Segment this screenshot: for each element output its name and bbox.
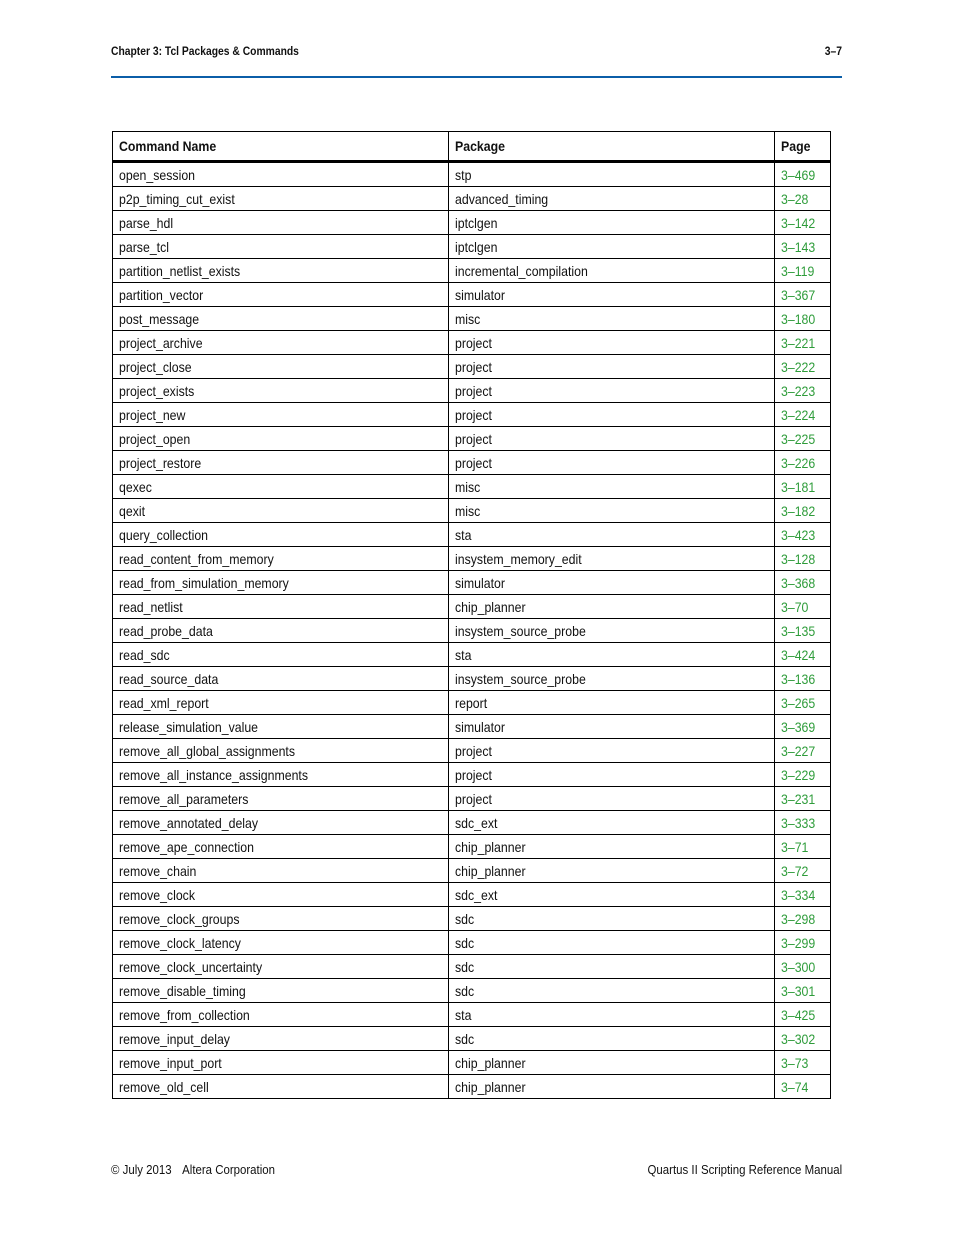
package-cell: iptclgen [449,235,775,259]
table-row [113,331,831,355]
table-row [113,931,831,955]
package-cell: sdc [449,979,775,1003]
package-cell: project [449,787,775,811]
command-name-cell: read_sdc [113,643,449,667]
page-link[interactable]: 3–369 [775,715,831,739]
package-cell: project [449,451,775,475]
package-cell: project [449,739,775,763]
page-number: 3–7 [824,44,842,58]
page-link[interactable]: 3–142 [775,211,831,235]
page-link[interactable]: 3–72 [775,859,831,883]
table-row [113,643,831,667]
table-row [113,739,831,763]
table-row [113,979,831,1003]
table-row [113,595,831,619]
command-name-cell: remove_clock_latency [113,931,449,955]
package-cell: project [449,331,775,355]
table-row [113,475,831,499]
table-row [113,547,831,571]
command-name-cell: read_content_from_memory [113,547,449,571]
table-row [113,859,831,883]
page-link[interactable]: 3–334 [775,883,831,907]
table-body [113,162,831,1099]
table-row [113,811,831,835]
table-row [113,955,831,979]
table-row [113,162,831,187]
package-cell: sta [449,643,775,667]
command-name-cell: open_session [113,162,449,187]
command-name-cell: remove_ape_connection [113,835,449,859]
table-row [113,259,831,283]
command-name-cell: project_close [113,355,449,379]
command-name-cell: read_from_simulation_memory [113,571,449,595]
package-cell: advanced_timing [449,187,775,211]
page-link[interactable]: 3–182 [775,499,831,523]
table-row [113,907,831,931]
command-name-cell: read_netlist [113,595,449,619]
page-link[interactable]: 3–265 [775,691,831,715]
package-cell: sdc [449,955,775,979]
package-cell: sta [449,1003,775,1027]
table-row [113,211,831,235]
page-link[interactable]: 3–225 [775,427,831,451]
page-link[interactable]: 3–128 [775,547,831,571]
table-row [113,667,831,691]
package-cell: project [449,427,775,451]
table-row [113,1075,831,1099]
package-cell: insystem_source_probe [449,667,775,691]
table-row [113,283,831,307]
table-row [113,403,831,427]
header-rule [111,76,842,78]
package-cell: chip_planner [449,1051,775,1075]
command-name-cell: parse_tcl [113,235,449,259]
page-link[interactable]: 3–425 [775,1003,831,1027]
package-cell: chip_planner [449,835,775,859]
package-cell: iptclgen [449,211,775,235]
command-table [112,131,831,1099]
package-cell: project [449,763,775,787]
command-name-cell: remove_input_delay [113,1027,449,1051]
page-link[interactable]: 3–181 [775,475,831,499]
page-link[interactable]: 3–143 [775,235,831,259]
table-row [113,1027,831,1051]
command-name-cell: partition_vector [113,283,449,307]
page-footer [111,1160,842,1180]
table-row [113,787,831,811]
table-row [113,187,831,211]
package-cell: simulator [449,715,775,739]
page-link[interactable]: 3–119 [775,259,831,283]
table-row [113,451,831,475]
page-link[interactable]: 3–229 [775,763,831,787]
table-row [113,1003,831,1027]
command-name-cell: query_collection [113,523,449,547]
package-cell: stp [449,162,775,187]
page-link[interactable]: 3–299 [775,931,831,955]
page-link[interactable]: 3–469 [775,162,831,187]
table-header-row [113,132,831,162]
package-cell: misc [449,499,775,523]
package-cell: insystem_memory_edit [449,547,775,571]
page-link[interactable]: 3–226 [775,451,831,475]
package-cell: chip_planner [449,859,775,883]
package-cell: sta [449,523,775,547]
command-name-cell: remove_all_instance_assignments [113,763,449,787]
table-row [113,571,831,595]
table-row [113,235,831,259]
command-name-cell: remove_input_port [113,1051,449,1075]
package-cell: sdc [449,931,775,955]
package-cell: project [449,355,775,379]
page-link[interactable]: 3–71 [775,835,831,859]
command-name-cell: remove_all_global_assignments [113,739,449,763]
package-cell: project [449,379,775,403]
page-link[interactable]: 3–300 [775,955,831,979]
command-name-cell: remove_clock_uncertainty [113,955,449,979]
table-row [113,715,831,739]
table-row [113,691,831,715]
command-name-cell: project_open [113,427,449,451]
page-link[interactable]: 3–180 [775,307,831,331]
command-name-cell: read_probe_data [113,619,449,643]
package-cell: chip_planner [449,1075,775,1099]
package-cell: incremental_compilation [449,259,775,283]
column-header-page: Page [775,132,831,162]
command-name-cell: project_exists [113,379,449,403]
table-row [113,379,831,403]
table-row [113,355,831,379]
command-name-cell: release_simulation_value [113,715,449,739]
page-link[interactable]: 3–74 [775,1075,831,1099]
package-cell: sdc_ext [449,883,775,907]
table-row [113,427,831,451]
table-row [113,619,831,643]
command-name-cell: remove_chain [113,859,449,883]
page-link[interactable]: 3–28 [775,187,831,211]
package-cell: insystem_source_probe [449,619,775,643]
page-header [111,40,842,62]
page-link[interactable]: 3–136 [775,667,831,691]
page-link[interactable]: 3–333 [775,811,831,835]
command-name-cell: remove_all_parameters [113,787,449,811]
page-link[interactable]: 3–73 [775,1051,831,1075]
package-cell: project [449,403,775,427]
page-link[interactable]: 3–367 [775,283,831,307]
page-link[interactable]: 3–227 [775,739,831,763]
page-link[interactable]: 3–301 [775,979,831,1003]
package-cell: sdc [449,907,775,931]
table-row [113,523,831,547]
command-name-cell: remove_from_collection [113,1003,449,1027]
table-row [113,307,831,331]
page-link[interactable]: 3–135 [775,619,831,643]
command-name-cell: remove_disable_timing [113,979,449,1003]
page-link[interactable]: 3–221 [775,331,831,355]
package-cell: simulator [449,283,775,307]
package-cell: misc [449,307,775,331]
column-header-package: Package [449,132,775,162]
table-row [113,835,831,859]
page-link[interactable]: 3–368 [775,571,831,595]
chapter-title: Chapter 3: Tcl Packages & Commands [111,44,299,58]
command-name-cell: post_message [113,307,449,331]
company-name: Altera Corporation [182,1162,275,1177]
page-link[interactable]: 3–70 [775,595,831,619]
column-header-command-name: Command Name [113,132,449,162]
command-name-cell: qexec [113,475,449,499]
table-row [113,883,831,907]
package-cell: chip_planner [449,595,775,619]
command-name-cell: parse_hdl [113,211,449,235]
page-link[interactable]: 3–223 [775,379,831,403]
command-name-cell: partition_netlist_exists [113,259,449,283]
command-name-cell: p2p_timing_cut_exist [113,187,449,211]
package-cell: report [449,691,775,715]
command-name-cell: remove_clock [113,883,449,907]
package-cell: misc [449,475,775,499]
page-link[interactable]: 3–302 [775,1027,831,1051]
command-name-cell: read_source_data [113,667,449,691]
command-name-cell: remove_annotated_delay [113,811,449,835]
command-name-cell: project_restore [113,451,449,475]
page-link[interactable]: 3–423 [775,523,831,547]
copyright-text: © July 2013 [111,1162,172,1177]
page-link[interactable]: 3–298 [775,907,831,931]
manual-title: Quartus II Scripting Reference Manual [647,1162,842,1177]
table-row [113,499,831,523]
package-cell: sdc_ext [449,811,775,835]
command-name-cell: project_new [113,403,449,427]
page-link[interactable]: 3–424 [775,643,831,667]
page-link[interactable]: 3–231 [775,787,831,811]
page-link[interactable]: 3–222 [775,355,831,379]
package-cell: sdc [449,1027,775,1051]
command-name-cell: remove_clock_groups [113,907,449,931]
command-name-cell: qexit [113,499,449,523]
table-row [113,1051,831,1075]
command-name-cell: project_archive [113,331,449,355]
command-name-cell: remove_old_cell [113,1075,449,1099]
table-row [113,763,831,787]
page-link[interactable]: 3–224 [775,403,831,427]
command-name-cell: read_xml_report [113,691,449,715]
package-cell: simulator [449,571,775,595]
